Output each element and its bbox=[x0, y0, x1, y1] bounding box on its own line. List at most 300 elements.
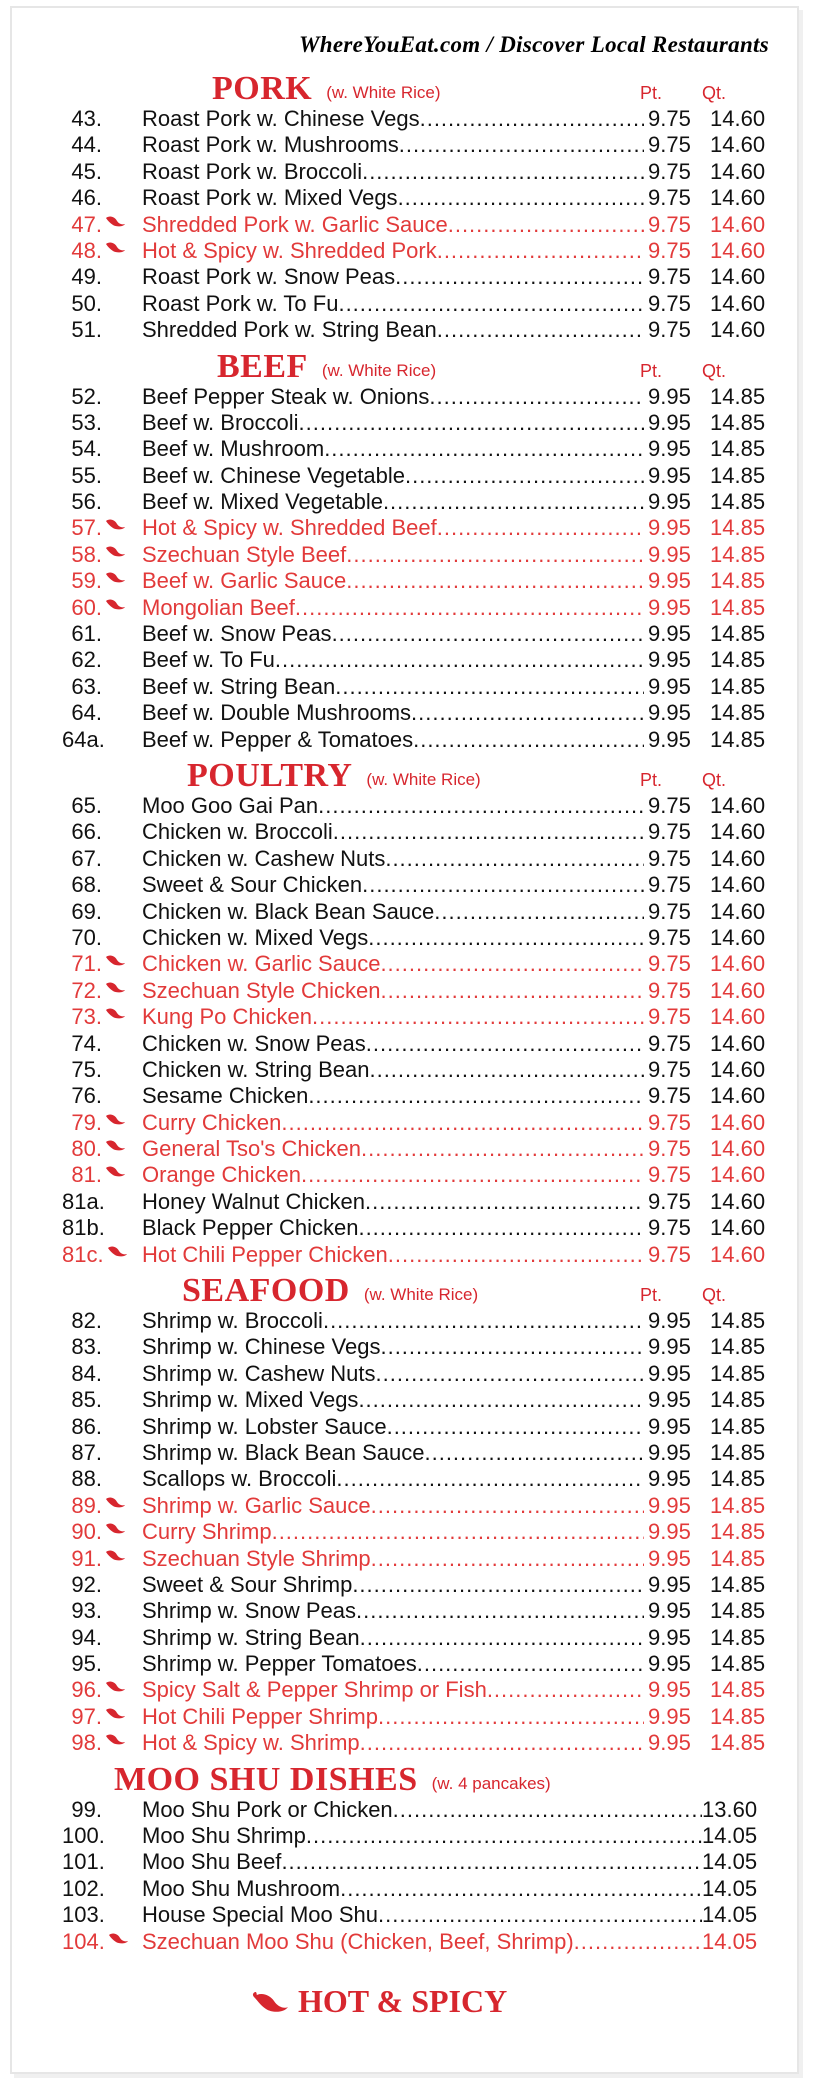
chili-pepper-icon bbox=[106, 1244, 128, 1258]
item-price-pint: 9.75 bbox=[648, 264, 691, 290]
menu-item bbox=[62, 1546, 772, 1572]
menu-item bbox=[62, 410, 772, 436]
item-name: Honey Walnut Chicken bbox=[142, 1188, 365, 1214]
item-price-quart: 14.85 bbox=[710, 1466, 766, 1492]
item-price-pint: 9.95 bbox=[648, 436, 691, 462]
item-price-quart: 14.60 bbox=[710, 898, 766, 924]
item-number: 81. bbox=[71, 1162, 102, 1188]
item-price-quart: 14.85 bbox=[710, 1439, 766, 1465]
leader-dots bbox=[360, 1625, 644, 1651]
menu-item bbox=[62, 542, 772, 568]
item-price-quart: 14.85 bbox=[710, 1387, 766, 1413]
leader-dots bbox=[388, 1242, 644, 1268]
item-price-quart: 14.85 bbox=[710, 1598, 766, 1624]
item-name: Curry Chicken bbox=[142, 1109, 282, 1135]
section-note: (w. 4 pancakes) bbox=[431, 1773, 551, 1793]
chili-pepper-icon bbox=[104, 953, 126, 967]
menu-item bbox=[62, 1572, 772, 1598]
item-price-pint: 9.95 bbox=[648, 409, 691, 435]
item-number: 97. bbox=[71, 1703, 102, 1729]
item-number: 71. bbox=[71, 951, 102, 977]
item-number: 62. bbox=[71, 647, 102, 673]
menu-item bbox=[62, 1902, 772, 1928]
item-price-pint: 9.95 bbox=[648, 1624, 691, 1650]
item-price-quart: 14.60 bbox=[710, 1162, 766, 1188]
section-title: SEAFOOD bbox=[182, 1272, 350, 1310]
item-name: Moo Shu Mushroom bbox=[142, 1875, 341, 1901]
item-price: 13.60 bbox=[702, 1796, 758, 1822]
item-price-pint: 9.95 bbox=[648, 1360, 691, 1386]
leader-dots bbox=[417, 1651, 644, 1677]
item-price-quart: 14.85 bbox=[710, 1334, 766, 1360]
menu-item bbox=[62, 1519, 772, 1545]
menu-item bbox=[62, 674, 772, 700]
item-price-quart: 14.60 bbox=[710, 317, 766, 343]
item-price-pint: 9.95 bbox=[648, 1334, 691, 1360]
item-name: Shredded Pork w. String Bean bbox=[142, 317, 437, 343]
item-number: 100. bbox=[62, 1823, 105, 1849]
item-name: Chicken w. Cashew Nuts bbox=[142, 845, 386, 871]
item-price-pint: 9.95 bbox=[648, 568, 691, 594]
item-name: Scallops w. Broccoli bbox=[142, 1466, 337, 1492]
item-number: 49. bbox=[71, 264, 102, 290]
leader-dots bbox=[369, 1057, 644, 1083]
item-price-quart: 14.60 bbox=[710, 1109, 766, 1135]
item-name: Orange Chicken bbox=[142, 1162, 301, 1188]
section-title: BEEF bbox=[217, 347, 308, 385]
item-price-pint: 9.95 bbox=[648, 1413, 691, 1439]
leader-dots bbox=[448, 212, 644, 238]
item-price-quart: 14.85 bbox=[710, 1308, 766, 1334]
item-price: 14.05 bbox=[702, 1823, 758, 1849]
hot-spicy-legend bbox=[250, 1983, 507, 2020]
item-number: 104. bbox=[62, 1928, 105, 1954]
item-price-quart: 14.60 bbox=[710, 1004, 766, 1030]
item-price-quart: 14.85 bbox=[710, 1519, 766, 1545]
item-price-pint: 9.95 bbox=[648, 1677, 691, 1703]
chili-pepper-icon bbox=[104, 1112, 126, 1126]
menu-item bbox=[62, 212, 772, 238]
item-name: Szechuan Style Beef bbox=[142, 541, 347, 567]
item-number: 72. bbox=[71, 977, 102, 1003]
item-number: 45. bbox=[71, 158, 102, 184]
item-name: Moo Shu Beef bbox=[142, 1849, 282, 1875]
menu-item bbox=[62, 727, 772, 753]
legend-label: HOT & SPICY bbox=[298, 1983, 508, 2019]
item-name: Beef w. Mixed Vegetable bbox=[142, 489, 383, 515]
leader-dots bbox=[362, 872, 644, 898]
item-price-pint: 9.75 bbox=[648, 317, 691, 343]
chili-pepper-icon bbox=[104, 1679, 126, 1693]
menu-item bbox=[62, 1849, 772, 1875]
item-price-quart: 14.85 bbox=[710, 515, 766, 541]
item-name: Szechuan Moo Shu (Chicken, Beef, Shrimp) bbox=[142, 1928, 574, 1954]
menu-item bbox=[62, 1083, 772, 1109]
chili-pepper-icon bbox=[104, 214, 126, 228]
item-name: Shrimp w. Pepper Tomatoes bbox=[142, 1651, 417, 1677]
item-number: 60. bbox=[71, 594, 102, 620]
item-name: Beef w. String Bean bbox=[142, 673, 336, 699]
item-price-pint: 9.75 bbox=[648, 924, 691, 950]
item-price-pint: 9.75 bbox=[648, 1241, 691, 1267]
menu-item bbox=[62, 1493, 772, 1519]
leader-dots bbox=[336, 1466, 644, 1492]
item-number: 59. bbox=[71, 568, 102, 594]
item-number: 64a. bbox=[62, 726, 105, 752]
item-price-pint: 9.95 bbox=[648, 462, 691, 488]
column-header-pint: Pt. bbox=[640, 360, 663, 381]
menu-item bbox=[62, 568, 772, 594]
menu-item bbox=[62, 1876, 772, 1902]
leader-dots bbox=[323, 1308, 644, 1334]
item-name: Chicken w. Black Bean Sauce bbox=[142, 898, 435, 924]
item-price-quart: 14.60 bbox=[710, 1056, 766, 1082]
item-price-pint: 9.75 bbox=[648, 185, 691, 211]
leader-dots bbox=[574, 1929, 702, 1955]
leader-dots bbox=[371, 1493, 644, 1519]
item-number: 56. bbox=[71, 489, 102, 515]
item-price-pint: 9.95 bbox=[648, 1703, 691, 1729]
menu-item bbox=[62, 1625, 772, 1651]
chili-pepper-icon bbox=[104, 980, 126, 994]
item-price-quart: 14.85 bbox=[710, 541, 766, 567]
leader-dots bbox=[393, 1797, 702, 1823]
item-number: 96. bbox=[71, 1677, 102, 1703]
leader-dots bbox=[437, 238, 644, 264]
menu-item bbox=[62, 238, 772, 264]
item-number: 52. bbox=[71, 383, 102, 409]
section-header bbox=[62, 347, 772, 385]
menu-item bbox=[62, 1466, 772, 1492]
item-number: 91. bbox=[71, 1545, 102, 1571]
item-price-quart: 14.85 bbox=[710, 726, 766, 752]
menu-item bbox=[62, 700, 772, 726]
leader-dots bbox=[378, 1704, 644, 1730]
item-price-quart: 14.85 bbox=[710, 1624, 766, 1650]
item-name: Hot & Spicy w. Shredded Pork bbox=[142, 237, 437, 263]
leader-dots bbox=[335, 674, 644, 700]
menu-item bbox=[62, 1110, 772, 1136]
leader-dots bbox=[352, 1572, 644, 1598]
leader-dots bbox=[365, 1189, 644, 1215]
leader-dots bbox=[312, 1004, 644, 1030]
item-name: Chicken w. Mixed Vegs bbox=[142, 924, 369, 950]
chili-pepper-icon bbox=[107, 1931, 129, 1945]
item-price-pint: 9.95 bbox=[648, 1387, 691, 1413]
menu-page bbox=[10, 6, 799, 2074]
item-price-quart: 14.60 bbox=[710, 1083, 766, 1109]
item-price-quart: 14.60 bbox=[710, 845, 766, 871]
menu-item bbox=[62, 819, 772, 845]
menu-item bbox=[62, 1704, 772, 1730]
item-price-quart: 14.85 bbox=[710, 1703, 766, 1729]
item-price-pint: 9.75 bbox=[648, 211, 691, 237]
item-price-quart: 14.60 bbox=[710, 819, 766, 845]
item-number: 73. bbox=[71, 1004, 102, 1030]
menu-item bbox=[62, 1136, 772, 1162]
item-price-quart: 14.60 bbox=[710, 1215, 766, 1241]
menu-item bbox=[62, 463, 772, 489]
item-name: Shrimp w. Black Bean Sauce bbox=[142, 1439, 425, 1465]
menu-item bbox=[62, 1242, 772, 1268]
item-name: Beef w. Pepper & Tomatoes bbox=[142, 726, 414, 752]
item-price-pint: 9.95 bbox=[648, 541, 691, 567]
menu-item bbox=[62, 1031, 772, 1057]
item-name: Moo Shu Pork or Chicken bbox=[142, 1796, 393, 1822]
item-number: 82. bbox=[71, 1308, 102, 1334]
item-number: 87. bbox=[71, 1439, 102, 1465]
item-price-quart: 14.85 bbox=[710, 1545, 766, 1571]
item-number: 76. bbox=[71, 1083, 102, 1109]
chili-pepper-icon bbox=[104, 597, 126, 611]
menu-item bbox=[62, 436, 772, 462]
item-name: Shrimp w. Chinese Vegs bbox=[142, 1334, 381, 1360]
item-price-pint: 9.75 bbox=[648, 898, 691, 924]
column-header-pint: Pt. bbox=[640, 83, 663, 103]
item-price-quart: 14.85 bbox=[710, 673, 766, 699]
item-number: 54. bbox=[71, 436, 102, 462]
item-name: Shredded Pork w. Garlic Sauce bbox=[142, 211, 448, 237]
item-price-quart: 14.60 bbox=[710, 792, 766, 818]
leader-dots bbox=[306, 1823, 702, 1849]
item-price-pint: 9.95 bbox=[648, 647, 691, 673]
item-price-pint: 9.95 bbox=[648, 594, 691, 620]
leader-dots bbox=[420, 106, 644, 132]
item-name: Roast Pork w. Mixed Vegs bbox=[142, 185, 398, 211]
item-price-quart: 14.85 bbox=[710, 1492, 766, 1518]
item-number: 47. bbox=[71, 211, 102, 237]
item-number: 67. bbox=[71, 845, 102, 871]
item-name: Beef w. Double Mushrooms bbox=[142, 700, 412, 726]
item-price-quart: 14.85 bbox=[710, 1677, 766, 1703]
leader-dots bbox=[346, 568, 644, 594]
item-number: 66. bbox=[71, 819, 102, 845]
section-note: (w. White Rice) bbox=[326, 83, 441, 102]
leader-dots bbox=[378, 1902, 702, 1928]
item-number: 95. bbox=[71, 1651, 102, 1677]
leader-dots bbox=[411, 700, 644, 726]
section-header bbox=[62, 1274, 772, 1308]
chili-pepper-icon bbox=[104, 1138, 126, 1152]
item-price-pint: 9.95 bbox=[648, 700, 691, 726]
item-price-quart: 14.60 bbox=[710, 237, 766, 263]
menu-item bbox=[62, 515, 772, 541]
menu-item bbox=[62, 106, 772, 132]
leader-dots bbox=[405, 463, 644, 489]
chili-pepper-icon bbox=[250, 1989, 290, 2015]
item-price-pint: 9.95 bbox=[648, 621, 691, 647]
section-header bbox=[62, 1760, 772, 1798]
item-number: 53. bbox=[71, 409, 102, 435]
item-price-pint: 9.75 bbox=[648, 977, 691, 1003]
menu-item bbox=[62, 1189, 772, 1215]
item-number: 81a. bbox=[62, 1188, 105, 1214]
leader-dots bbox=[380, 951, 644, 977]
item-price-pint: 9.95 bbox=[648, 1519, 691, 1545]
item-name: Szechuan Style Chicken bbox=[142, 977, 381, 1003]
item-number: 65. bbox=[71, 792, 102, 818]
item-name: Chicken w. String Bean bbox=[142, 1056, 370, 1082]
item-number: 55. bbox=[71, 462, 102, 488]
menu-item bbox=[62, 846, 772, 872]
chili-pepper-icon bbox=[104, 1732, 126, 1746]
column-header-quart: Qt. bbox=[702, 769, 727, 790]
column-header-pint: Pt. bbox=[640, 1285, 663, 1306]
menu-item bbox=[62, 185, 772, 211]
leader-dots bbox=[324, 436, 644, 462]
section-note: (w. White Rice) bbox=[366, 769, 481, 789]
menu-item bbox=[62, 925, 772, 951]
item-price-pint: 9.75 bbox=[648, 1188, 691, 1214]
item-name: Beef w. Snow Peas bbox=[142, 621, 332, 647]
leader-dots bbox=[380, 978, 644, 1004]
item-price-quart: 14.85 bbox=[710, 1360, 766, 1386]
leader-dots bbox=[366, 1031, 644, 1057]
item-number: 89. bbox=[71, 1492, 102, 1518]
item-price-quart: 14.60 bbox=[710, 106, 766, 131]
leader-dots bbox=[281, 1849, 702, 1875]
item-name: Shrimp w. Mixed Vegs bbox=[142, 1387, 359, 1413]
item-price: 14.05 bbox=[702, 1875, 758, 1901]
item-price-quart: 14.85 bbox=[710, 489, 766, 515]
leader-dots bbox=[487, 1677, 644, 1703]
chili-pepper-icon bbox=[104, 570, 126, 584]
item-name: Sweet & Sour Shrimp bbox=[142, 1571, 353, 1597]
item-price-pint: 9.95 bbox=[648, 1545, 691, 1571]
item-name: Hot & Spicy w. Shrimp bbox=[142, 1730, 360, 1756]
item-price-quart: 14.85 bbox=[710, 409, 766, 435]
leader-dots bbox=[281, 1110, 644, 1136]
item-number: 81c. bbox=[62, 1241, 104, 1267]
leader-dots bbox=[376, 1361, 644, 1387]
item-price-pint: 9.95 bbox=[648, 1492, 691, 1518]
item-price-pint: 9.95 bbox=[648, 1466, 691, 1492]
item-number: 86. bbox=[71, 1413, 102, 1439]
item-number: 90. bbox=[71, 1519, 102, 1545]
menu-item bbox=[62, 872, 772, 898]
menu-item bbox=[62, 1823, 772, 1849]
section-header bbox=[62, 72, 772, 106]
item-price-pint: 9.75 bbox=[648, 1030, 691, 1056]
leader-dots bbox=[338, 291, 644, 317]
item-price: 14.05 bbox=[702, 1849, 758, 1875]
item-price-pint: 9.75 bbox=[648, 132, 691, 158]
menu-item bbox=[62, 132, 772, 158]
item-price-quart: 14.60 bbox=[710, 158, 766, 184]
menu-item bbox=[62, 291, 772, 317]
item-price-pint: 9.95 bbox=[648, 1308, 691, 1334]
item-price: 14.05 bbox=[702, 1902, 758, 1928]
item-number: 79. bbox=[71, 1109, 102, 1135]
item-price-pint: 9.95 bbox=[648, 489, 691, 515]
leader-dots bbox=[413, 727, 644, 753]
item-number: 88. bbox=[71, 1466, 102, 1492]
menu-item bbox=[62, 647, 772, 673]
item-number: 85. bbox=[71, 1387, 102, 1413]
leader-dots bbox=[295, 595, 644, 621]
leader-dots bbox=[299, 410, 644, 436]
item-price-quart: 14.85 bbox=[710, 1571, 766, 1597]
menu-item bbox=[62, 1929, 772, 1955]
section-header bbox=[62, 756, 772, 794]
item-price-pint: 9.75 bbox=[648, 290, 691, 316]
item-price-pint: 9.75 bbox=[648, 106, 691, 131]
menu-item bbox=[62, 1598, 772, 1624]
item-name: Spicy Salt & Pepper Shrimp or Fish bbox=[142, 1677, 487, 1703]
item-number: 46. bbox=[71, 185, 102, 211]
item-number: 83. bbox=[71, 1334, 102, 1360]
item-number: 101. bbox=[62, 1849, 105, 1875]
item-price-quart: 14.60 bbox=[710, 1030, 766, 1056]
item-name: Shrimp w. Cashew Nuts bbox=[142, 1360, 376, 1386]
leader-dots bbox=[362, 159, 644, 185]
item-name: Sesame Chicken bbox=[142, 1083, 309, 1109]
item-price-quart: 14.60 bbox=[710, 211, 766, 237]
item-number: 51. bbox=[71, 317, 102, 343]
leader-dots bbox=[371, 1546, 644, 1572]
section-title: POULTRY bbox=[187, 756, 353, 794]
item-name: Shrimp w. Garlic Sauce bbox=[142, 1492, 371, 1518]
site-tag: WhereYouEat.com / Discover Local Restaurants bbox=[298, 32, 769, 57]
item-name: Beef w. Chinese Vegetable bbox=[142, 462, 405, 488]
section-note: (w. White Rice) bbox=[321, 360, 437, 380]
item-price-quart: 14.85 bbox=[710, 700, 766, 726]
item-price-quart: 14.60 bbox=[710, 951, 766, 977]
item-number: 94. bbox=[71, 1624, 102, 1650]
item-number: 70. bbox=[71, 924, 102, 950]
item-number: 75. bbox=[71, 1056, 102, 1082]
leader-dots bbox=[318, 793, 644, 819]
item-name: Kung Po Chicken bbox=[142, 1004, 312, 1030]
item-price-quart: 14.60 bbox=[710, 924, 766, 950]
item-price-pint: 9.75 bbox=[648, 872, 691, 898]
item-name: Roast Pork w. Snow Peas bbox=[142, 264, 396, 290]
item-price-pint: 9.75 bbox=[648, 819, 691, 845]
item-name: Sweet & Sour Chicken bbox=[142, 872, 363, 898]
menu-item bbox=[62, 1797, 772, 1823]
item-name: Shrimp w. Lobster Sauce bbox=[142, 1413, 387, 1439]
item-price-quart: 14.60 bbox=[710, 977, 766, 1003]
leader-dots bbox=[385, 846, 644, 872]
item-price-pint: 9.95 bbox=[648, 515, 691, 541]
item-number: 48. bbox=[71, 237, 102, 263]
menu-item bbox=[62, 1334, 772, 1360]
item-number: 98. bbox=[71, 1730, 102, 1756]
item-price-pint: 9.95 bbox=[648, 1439, 691, 1465]
leader-dots bbox=[398, 185, 644, 211]
leader-dots bbox=[437, 317, 644, 343]
item-price-pint: 9.75 bbox=[648, 1162, 691, 1188]
item-number: 84. bbox=[71, 1360, 102, 1386]
item-number: 102. bbox=[62, 1875, 105, 1901]
leader-dots bbox=[383, 489, 644, 515]
item-price-quart: 14.85 bbox=[710, 594, 766, 620]
item-price-quart: 14.85 bbox=[710, 462, 766, 488]
column-header-pint: Pt. bbox=[640, 769, 663, 790]
item-name: Shrimp w. String Bean bbox=[142, 1624, 360, 1650]
item-price-pint: 9.75 bbox=[648, 1004, 691, 1030]
item-name: Beef w. To Fu bbox=[142, 647, 275, 673]
menu-item bbox=[62, 1440, 772, 1466]
menu-item bbox=[62, 159, 772, 185]
item-name: Roast Pork w. Mushrooms bbox=[142, 132, 399, 158]
item-name: Hot Chili Pepper Chicken bbox=[142, 1241, 388, 1267]
column-header-quart: Qt. bbox=[702, 83, 727, 103]
item-number: 64. bbox=[71, 700, 102, 726]
menu-item bbox=[62, 1361, 772, 1387]
item-price-quart: 14.85 bbox=[710, 1730, 766, 1756]
item-name: Shrimp w. Snow Peas bbox=[142, 1598, 356, 1624]
